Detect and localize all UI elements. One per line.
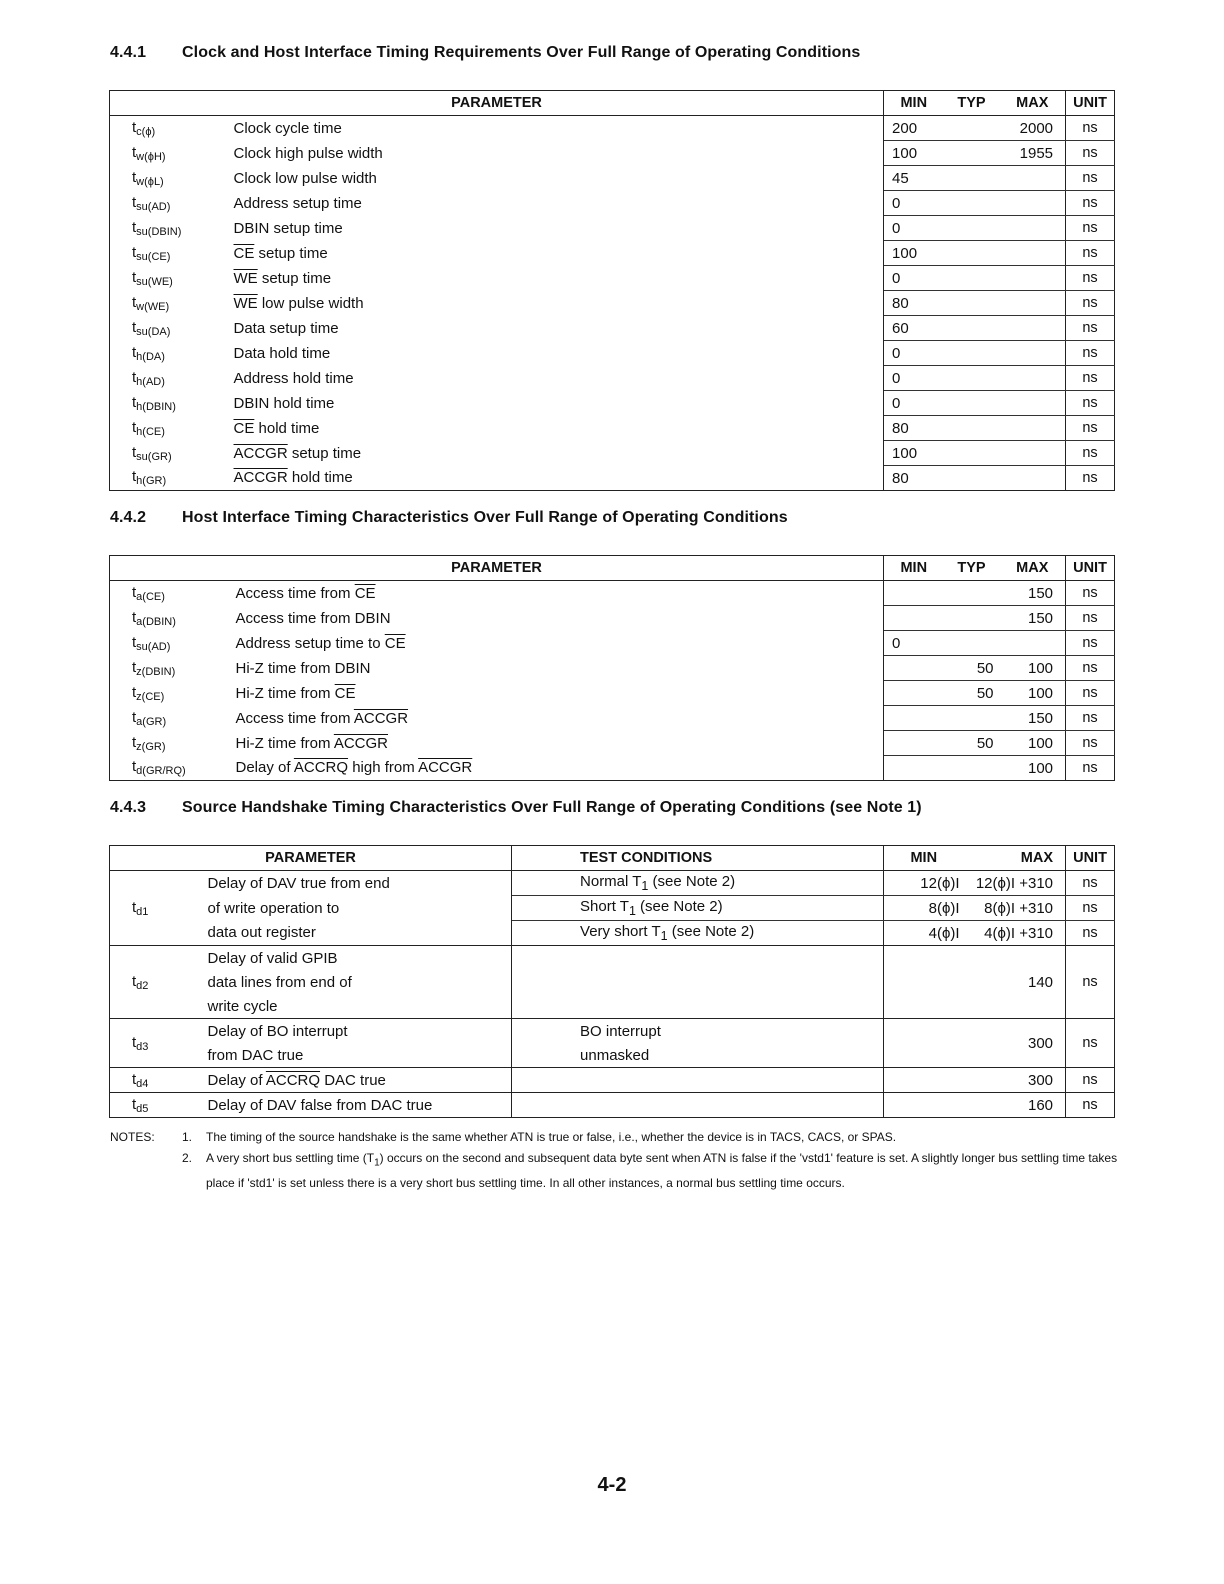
min-value	[884, 581, 944, 606]
min-value: 60	[884, 316, 944, 341]
table-row	[110, 391, 1115, 416]
test-condition: Short $T_1$ (see Note 2)	[512, 896, 884, 921]
param-symbol: $t_{a(CE)}$	[110, 581, 230, 606]
typ-value: 50	[944, 681, 1000, 706]
max-value: 150	[1000, 581, 1066, 606]
param-description: Access time from ACCGR	[230, 706, 884, 731]
max-value	[1000, 466, 1066, 491]
note-text: The timing of the source handshake is the same whether ATN is true or false, i.e., whether the device is in TACS, CACS, or SPAS.	[206, 1130, 897, 1144]
unit-value: ns	[1066, 116, 1115, 141]
typ-value: 50	[944, 656, 1000, 681]
typ-value	[944, 266, 1000, 291]
table-row	[110, 266, 1115, 291]
typ-value	[944, 241, 1000, 266]
max-value	[1000, 241, 1066, 266]
max-value: 100	[1000, 656, 1066, 681]
page-number: 4-2	[597, 1474, 627, 1496]
min-value: 100	[884, 241, 944, 266]
min-value: 8(ϕ)I	[884, 896, 964, 921]
param-description: Address setup time to $\overline{CE}$	[230, 631, 884, 656]
typ-value	[944, 216, 1000, 241]
param-description: Data hold time	[228, 341, 884, 366]
param-description: data lines from end of	[202, 970, 512, 994]
note-2	[110, 1148, 1120, 1194]
host-interface-timing-characteristics-table	[109, 555, 1115, 781]
test-condition: Normal $T_1$ (see Note 2)	[512, 871, 884, 896]
header-min: MIN	[884, 91, 944, 116]
param-description: Delay of BO interrupt	[202, 1019, 512, 1044]
table-row	[110, 466, 1115, 491]
table-row	[110, 581, 1115, 606]
table-row	[110, 166, 1115, 191]
max-value: 150	[1000, 606, 1066, 631]
param-symbol: $t_{su(CE)}$	[110, 241, 228, 266]
header-unit: UNIT	[1066, 846, 1115, 871]
min-value: 0	[884, 366, 944, 391]
table-row	[110, 656, 1115, 681]
min-value: 200	[884, 116, 944, 141]
param-description: $\overline{WE}$ setup time	[228, 266, 884, 291]
header-unit: UNIT	[1066, 556, 1115, 581]
max-value: 160	[964, 1093, 1066, 1118]
header-test-conditions: TEST CONDITIONS	[512, 846, 884, 871]
min-value: 100	[884, 141, 944, 166]
param-description: Clock cycle time	[228, 116, 884, 141]
param-symbol: $t_{su(DA)}$	[110, 316, 228, 341]
unit-value: ns	[1066, 706, 1115, 731]
table-row	[110, 731, 1115, 756]
unit-value: ns	[1066, 341, 1115, 366]
header-unit: UNIT	[1066, 91, 1115, 116]
min-value	[884, 946, 964, 1019]
unit-value: ns	[1066, 191, 1115, 216]
max-value: 2000	[1000, 116, 1066, 141]
min-value: 0	[884, 631, 944, 656]
table-row	[110, 756, 1115, 781]
max-value: 12(ϕ)I +310	[964, 871, 1066, 896]
unit-value: ns	[1066, 241, 1115, 266]
max-value	[1000, 391, 1066, 416]
notes-label: NOTES:	[110, 1130, 155, 1144]
unit-value: ns	[1066, 266, 1115, 291]
max-value	[1000, 366, 1066, 391]
table-row	[110, 416, 1115, 441]
param-description: $\overline{WE}$ low pulse width	[228, 291, 884, 316]
unit-value: ns	[1066, 441, 1115, 466]
typ-value	[944, 166, 1000, 191]
section-title-text: Host Interface Timing Characteristics Over Full Range of Operating Conditions	[182, 509, 788, 526]
max-value: 300	[964, 1019, 1066, 1068]
table-row	[110, 681, 1115, 706]
param-symbol: $t_{h(GR)}$	[110, 466, 228, 491]
param-symbol: $t_{d2}$	[110, 946, 202, 1019]
min-value: 0	[884, 391, 944, 416]
max-value: 1955	[1000, 141, 1066, 166]
max-value	[1000, 316, 1066, 341]
min-value	[884, 681, 944, 706]
section-title-text: Source Handshake Timing Characteristics Over Full Range of Operating Conditions (see Note 1)	[182, 799, 922, 816]
note-text: A very short bus settling time $(T_1)$ occurs on the second and subsequent data byte sent when ATN is false if the 'vstd1' feature is set. A slightly longer bus settling time takes place if 'std1' is set unless there is a very short bus settling time. In all other instances, a normal bus settling time occurs.	[206, 1151, 1118, 1191]
min-value: 0	[884, 341, 944, 366]
param-symbol: $t_{d(GR/RQ)}$	[110, 756, 230, 781]
param-description: Access time from $\overline{CE}$	[230, 581, 884, 606]
max-value	[1000, 216, 1066, 241]
param-symbol: $t_{a(DBIN)}$	[110, 606, 230, 631]
unit-value: ns	[1066, 606, 1115, 631]
param-symbol: $t_{h(DBIN)}$	[110, 391, 228, 416]
param-description: Delay of ACCRQ high from ACCGR	[230, 756, 884, 781]
typ-value	[944, 291, 1000, 316]
max-value	[1000, 416, 1066, 441]
param-description: Delay of ACCRQ DAC true	[202, 1068, 512, 1093]
param-description: of write operation to	[202, 896, 512, 921]
min-value	[884, 656, 944, 681]
param-description: Address setup time	[228, 191, 884, 216]
header-min: MIN	[884, 846, 964, 871]
section-title-text: Clock and Host Interface Timing Requirements Over Full Range of Operating Conditions	[182, 44, 861, 61]
note-1	[110, 1127, 1120, 1148]
table-row	[110, 606, 1115, 631]
unit-value: ns	[1066, 946, 1115, 1019]
min-value: 0	[884, 266, 944, 291]
param-symbol: $t_{w(\phi H)}$	[110, 141, 228, 166]
min-value	[884, 756, 944, 781]
test-condition: unmasked	[512, 1043, 884, 1068]
min-value: 80	[884, 416, 944, 441]
unit-value: ns	[1066, 631, 1115, 656]
unit-value: ns	[1066, 871, 1115, 896]
clock-host-timing-requirements-table	[109, 90, 1115, 491]
typ-value	[944, 466, 1000, 491]
unit-value: ns	[1066, 921, 1115, 946]
min-value: 80	[884, 291, 944, 316]
header-typ: TYP	[944, 91, 1000, 116]
unit-value: ns	[1066, 391, 1115, 416]
max-value	[1000, 631, 1066, 656]
section-number: 4.4.2	[110, 509, 147, 526]
unit-value: ns	[1066, 896, 1115, 921]
typ-value	[944, 416, 1000, 441]
min-value: 45	[884, 166, 944, 191]
min-value: 12(ϕ)I	[884, 871, 964, 896]
unit-value: ns	[1066, 656, 1115, 681]
param-description: Clock low pulse width	[228, 166, 884, 191]
min-value: 80	[884, 466, 944, 491]
param-description: DBIN setup time	[228, 216, 884, 241]
param-description: Hi-Z time from $\overline{CE}$	[230, 681, 884, 706]
typ-value	[944, 366, 1000, 391]
max-value: 8(ϕ)I +310	[964, 896, 1066, 921]
header-parameter: PARAMETER	[110, 846, 512, 871]
test-condition	[512, 946, 884, 1019]
param-symbol: $t_{d4}$	[110, 1068, 202, 1093]
min-value	[884, 1093, 964, 1118]
param-symbol: $t_{z(CE)}$	[110, 681, 230, 706]
min-value	[884, 731, 944, 756]
param-description: Address hold time	[228, 366, 884, 391]
header-parameter: PARAMETER	[110, 91, 884, 116]
param-symbol: $t_{su(GR)}$	[110, 441, 228, 466]
max-value	[1000, 191, 1066, 216]
param-symbol: $t_{z(DBIN)}$	[110, 656, 230, 681]
table-row	[110, 191, 1115, 216]
section-4-4-2-title	[110, 509, 788, 527]
param-symbol: $t_{h(DA)}$	[110, 341, 228, 366]
test-condition	[512, 1093, 884, 1118]
section-4-4-3-title	[110, 799, 922, 817]
max-value	[1000, 441, 1066, 466]
param-description: ACCGR setup time	[228, 441, 884, 466]
header-max: MAX	[1000, 91, 1066, 116]
unit-value: ns	[1066, 1019, 1115, 1068]
param-symbol: $t_{w(WE)}$	[110, 291, 228, 316]
header-max: MAX	[964, 846, 1066, 871]
header-parameter: PARAMETER	[110, 556, 884, 581]
typ-value	[944, 631, 1000, 656]
max-value: 100	[1000, 731, 1066, 756]
unit-value: ns	[1066, 291, 1115, 316]
max-value: 100	[1000, 756, 1066, 781]
table-row	[110, 216, 1115, 241]
max-value	[1000, 341, 1066, 366]
typ-value	[944, 756, 1000, 781]
max-value	[1000, 266, 1066, 291]
section-number: 4.4.3	[110, 799, 147, 816]
typ-value	[944, 116, 1000, 141]
unit-value: ns	[1066, 141, 1115, 166]
table-row	[110, 141, 1115, 166]
header-min: MIN	[884, 556, 944, 581]
table-row	[110, 706, 1115, 731]
table-row	[110, 341, 1115, 366]
param-description: write cycle	[202, 994, 512, 1019]
typ-value	[944, 191, 1000, 216]
typ-value	[944, 341, 1000, 366]
min-value: 100	[884, 441, 944, 466]
param-symbol: $t_{d3}$	[110, 1019, 202, 1068]
table-row	[110, 291, 1115, 316]
param-symbol: $t_{d5}$	[110, 1093, 202, 1118]
param-description: data out register	[202, 921, 512, 946]
unit-value: ns	[1066, 166, 1115, 191]
typ-value	[944, 441, 1000, 466]
param-description: Hi-Z time from ACCGR	[230, 731, 884, 756]
unit-value: ns	[1066, 366, 1115, 391]
param-symbol: $t_{su(AD)}$	[110, 631, 230, 656]
param-description: Hi-Z time from DBIN	[230, 656, 884, 681]
min-value: 0	[884, 216, 944, 241]
notes	[110, 1127, 1120, 1194]
unit-value: ns	[1066, 756, 1115, 781]
unit-value: ns	[1066, 1093, 1115, 1118]
section-number: 4.4.1	[110, 44, 147, 61]
table-row	[110, 631, 1115, 656]
param-symbol: $t_{w(\phi L)}$	[110, 166, 228, 191]
param-symbol: $t_{z(GR)}$	[110, 731, 230, 756]
unit-value: ns	[1066, 216, 1115, 241]
typ-value	[944, 141, 1000, 166]
param-description: $\overline{CE}$ setup time	[228, 241, 884, 266]
param-description: Clock high pulse width	[228, 141, 884, 166]
min-value	[884, 1019, 964, 1068]
max-value: 150	[1000, 706, 1066, 731]
note-number: 1.	[182, 1130, 193, 1144]
param-description: Delay of DAV true from end	[202, 871, 512, 896]
max-value	[1000, 291, 1066, 316]
typ-value	[944, 581, 1000, 606]
max-value: 100	[1000, 681, 1066, 706]
param-symbol: $t_{su(WE)}$	[110, 266, 228, 291]
param-description: Data setup time	[228, 316, 884, 341]
section-4-4-1-title	[110, 44, 860, 62]
param-symbol: $t_{su(DBIN)}$	[110, 216, 228, 241]
typ-value	[944, 606, 1000, 631]
min-value: 4(ϕ)I	[884, 921, 964, 946]
unit-value: ns	[1066, 316, 1115, 341]
table-row	[110, 441, 1115, 466]
param-symbol: $t_{su(AD)}$	[110, 191, 228, 216]
param-symbol: $t_{h(CE)}$	[110, 416, 228, 441]
typ-value	[944, 316, 1000, 341]
unit-value: ns	[1066, 731, 1115, 756]
table-row	[110, 366, 1115, 391]
table-row	[110, 116, 1115, 141]
param-symbol: $t_{h(AD)}$	[110, 366, 228, 391]
param-description: Delay of DAV false from DAC true	[202, 1093, 512, 1118]
max-value	[1000, 166, 1066, 191]
min-value	[884, 706, 944, 731]
param-symbol: $t_{d1}$	[110, 871, 202, 946]
test-condition: Very short $T_1$ (see Note 2)	[512, 921, 884, 946]
max-value: 300	[964, 1068, 1066, 1093]
param-description: Delay of valid GPIB	[202, 946, 512, 971]
unit-value: ns	[1066, 1068, 1115, 1093]
typ-value: 50	[944, 731, 1000, 756]
param-description: from DAC true	[202, 1043, 512, 1068]
max-value: 4(ϕ)I +310	[964, 921, 1066, 946]
param-description: DBIN hold time	[228, 391, 884, 416]
table-row	[110, 241, 1115, 266]
unit-value: ns	[1066, 466, 1115, 491]
typ-value	[944, 391, 1000, 416]
param-symbol: $t_{c(\phi)}$	[110, 116, 228, 141]
test-condition	[512, 1068, 884, 1093]
table-row	[110, 316, 1115, 341]
param-description: ACCGR hold time	[228, 466, 884, 491]
param-description: Access time from DBIN	[230, 606, 884, 631]
note-number: 2.	[182, 1151, 193, 1165]
param-description: $\overline{CE}$ hold time	[228, 416, 884, 441]
min-value	[884, 1068, 964, 1093]
unit-value: ns	[1066, 416, 1115, 441]
min-value: 0	[884, 191, 944, 216]
header-typ: TYP	[944, 556, 1000, 581]
test-condition: BO interrupt	[512, 1019, 884, 1044]
unit-value: ns	[1066, 581, 1115, 606]
header-max: MAX	[1000, 556, 1066, 581]
unit-value: ns	[1066, 681, 1115, 706]
max-value: 140	[964, 946, 1066, 1019]
source-handshake-timing-table	[109, 845, 1115, 1118]
typ-value	[944, 706, 1000, 731]
param-symbol: $t_{a(GR)}$	[110, 706, 230, 731]
min-value	[884, 606, 944, 631]
